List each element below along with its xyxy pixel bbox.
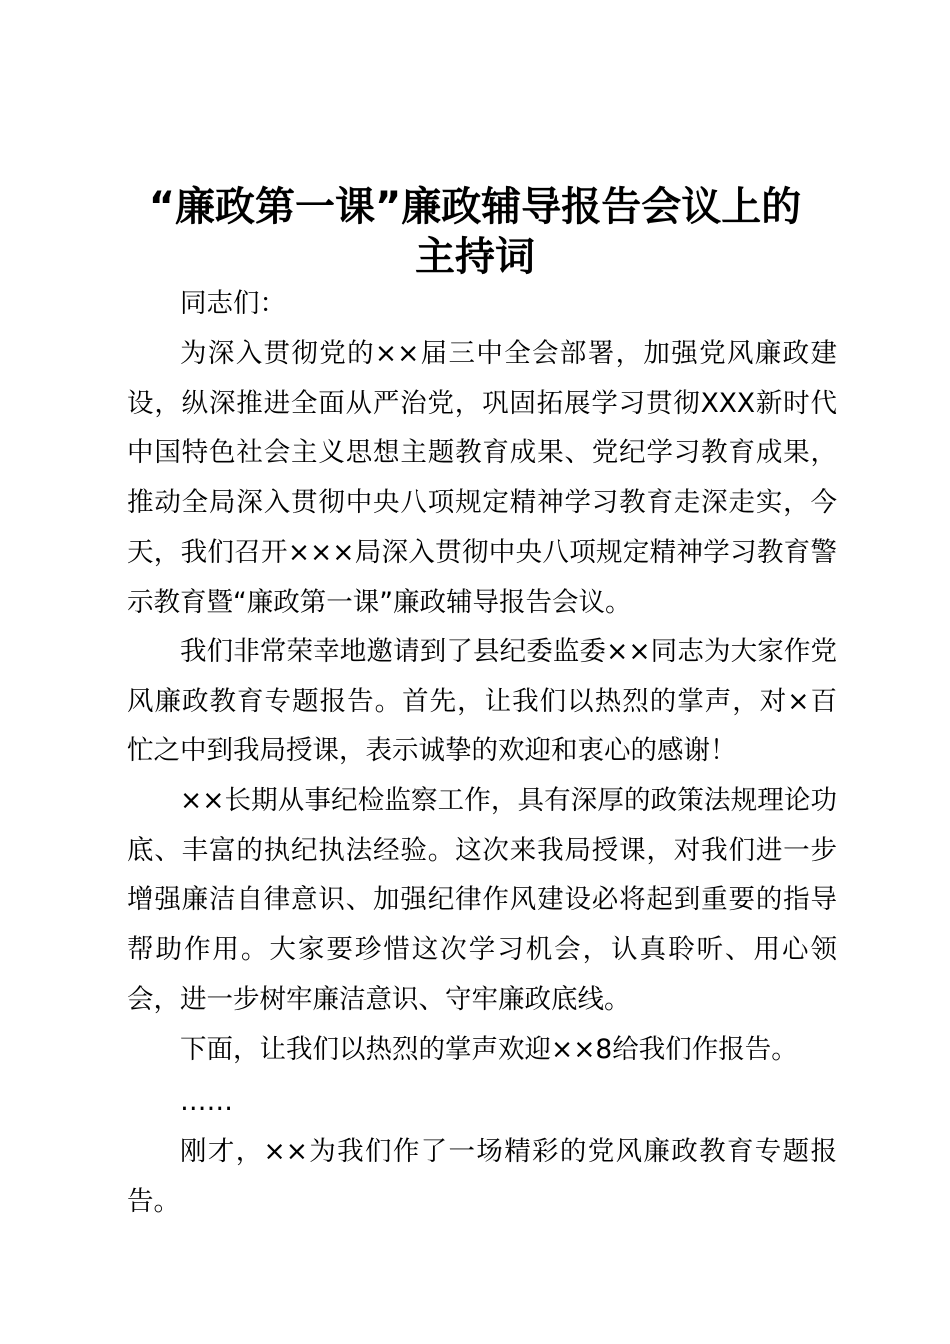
body-paragraph: 我们非常荣幸地邀请到了县纪委监委××同志为大家作党风廉政教育专题报告。首先，让我们以热烈的掌声，对×百忙之中到我局授课，表示诚挚的欢迎和衷心的感谢！ — [127, 636, 837, 767]
body-paragraph: 下面，让我们以热烈的掌声欢迎××8给我们作报告。 — [180, 1034, 798, 1065]
body-paragraph: 为深入贯彻党的××届三中全会部署，加强党风廉政建设，纵深推进全面从严治党，巩固拓展学习贯彻XXX新时代中国特色社会主义思想主题教育成果、党纪学习教育成果，推动全局深入贯彻中央八项规定精神学习教育走深走实，今天，我们召开×××局深入贯彻中央八项规定精神学习教育警示教育暨“廉政第一课”廉政辅导报告会议。 — [127, 338, 837, 618]
body-paragraph: ××长期从事纪检监察工作，具有深厚的政策法规理论功底、丰富的执纪执法经验。这次来我局授课，对我们进一步增强廉洁自律意识、加强纪律作风建设必将起到重要的指导帮助作用。大家要珍惜这次学习机会，认真聆听、用心领会，进一步树牢廉洁意识、守牢廉政底线。 — [127, 785, 837, 1015]
document-title-line-2: 主持词 — [415, 234, 535, 280]
document-title-line-1: “廉政第一课”廉政辅导报告会议上的 — [148, 184, 802, 230]
salutation-paragraph: 同志们： — [180, 288, 286, 319]
ellipsis-paragraph: …… — [180, 1086, 233, 1117]
body-paragraph: 刚才，××为我们作了一场精彩的党风廉政教育专题报告。 — [127, 1136, 837, 1217]
